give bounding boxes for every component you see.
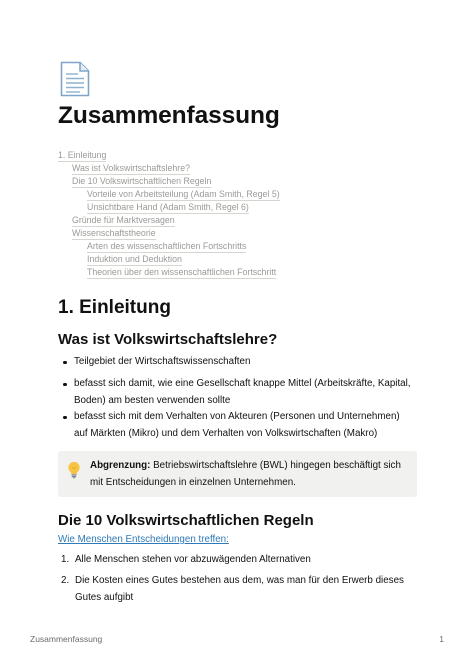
list-item — [58, 354, 414, 371]
list-item-text: Teilgebiet der Wirtschaftswissenschaften — [74, 356, 251, 367]
page-title: Zusammenfassung — [58, 102, 280, 129]
bullet-icon — [63, 416, 67, 420]
document-icon — [60, 61, 90, 97]
callout-box — [58, 451, 417, 497]
list-number: 2. — [61, 575, 70, 586]
page-number: 1 — [439, 634, 444, 644]
toc-item[interactable]: Gründe für Marktversagen — [72, 215, 175, 225]
list-item-text: Die Kosten eines Gutes bestehen aus dem, was man für den Erwerb dieses Gutes aufgibt — [75, 575, 404, 603]
toc-item[interactable]: Vorteile von Arbeitsteilung (Adam Smith, Regel 5) — [87, 189, 280, 199]
callout-body: Betriebswirtschaftslehre (BWL) hingegen beschäftigt sich mit Entscheidungen in einzelnen Unternehmen. — [90, 460, 401, 488]
toc-item[interactable]: Die 10 Volkswirtschaftlichen Regeln — [72, 176, 212, 186]
toc-item[interactable]: Arten des wissenschaftlichen Fortschritts — [87, 241, 247, 251]
lightbulb-icon — [67, 461, 81, 479]
subsection-heading: Was ist Volkswirtschaftslehre? — [58, 331, 278, 348]
toc-item[interactable]: Wissenschaftstheorie — [72, 228, 156, 238]
toc-item[interactable]: 1. Einleitung — [58, 150, 107, 160]
toc-item[interactable]: Was ist Volkswirtschaftslehre? — [72, 163, 190, 173]
callout-label: Abgrenzung: — [90, 460, 151, 471]
list-item — [58, 573, 415, 606]
subsection-heading: Die 10 Volkswirtschaftlichen Regeln — [58, 512, 314, 529]
list-item — [58, 376, 414, 409]
bullet-icon — [63, 383, 67, 387]
toc-item[interactable]: Induktion und Deduktion — [87, 254, 182, 264]
bullet-icon — [63, 361, 67, 365]
toc-item[interactable]: Theorien über den wissenschaftlichen Fortschritt — [87, 267, 277, 277]
callout-text — [90, 458, 408, 491]
section-heading: 1. Einleitung — [58, 297, 171, 318]
list-item — [58, 552, 415, 569]
section-link[interactable]: Wie Menschen Entscheidungen treffen: — [58, 534, 229, 545]
list-item-text: befasst sich damit, wie eine Gesellschaft knappe Mittel (Arbeitskräfte, Kapital, Boden) am besten verwenden sollte — [74, 378, 411, 406]
list-item — [58, 409, 414, 442]
toc-item[interactable]: Unsichtbare Hand (Adam Smith, Regel 6) — [87, 202, 249, 212]
footer-title: Zusammenfassung — [30, 634, 103, 644]
list-item-text: befasst sich mit dem Verhalten von Akteuren (Personen und Unternehmen) auf Märkten (Mikro) und dem Verhalten von Volkswirtschaften (Makro) — [74, 411, 400, 439]
list-item-text: Alle Menschen stehen vor abzuwägenden Alternativen — [75, 554, 311, 565]
list-number: 1. — [61, 554, 70, 565]
